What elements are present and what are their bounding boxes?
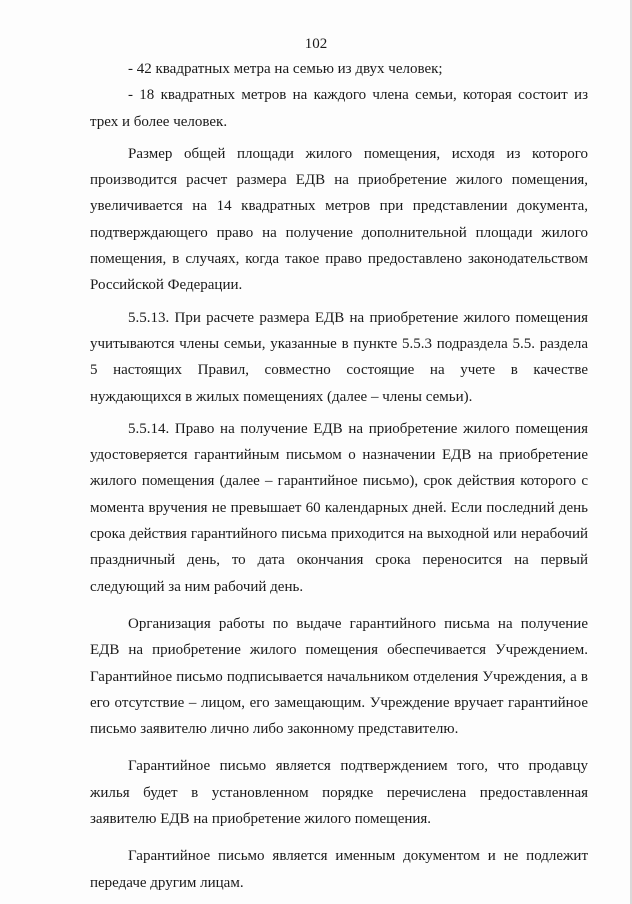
- paragraph-organization: Организация работы по выдаче гарантийного письма на получение ЕДВ на приобретение жилого помещения обеспечивается Учреждением. Гарантийное письмо подписывается начальником отделения Учреждения, а в его отсутствие – лицом, его замещающим. Учреждение вручает гарантийное письмо заявителю лично либо законному представителю.: [90, 615, 588, 738]
- paragraph-5-5-13: 5.5.13. При расчете размера ЕДВ на приобретение жилого помещения учитываются члены семьи, указанные в пункте 5.5.3 подраздела 5.5. раздела 5 настоящих Правил, совместно состоящие на учете в качестве нуждающихся в жилых помещениях (далее – члены семьи).: [90, 309, 588, 405]
- paragraph-area-increase: Размер общей площади жилого помещения, исходя из которого производится расчет размера ЕДВ на приобретение жилого помещения, увеличивается на 14 квадратных метров при представлении документа, подтверждающего право на получение дополнительной площади жилого помещения, в случаях, когда такое право предоставлено законодательством Российской Федерации.: [90, 145, 588, 294]
- paragraph-named-document: Гарантийное письмо является именным документом и не подлежит передаче другим лицам.: [90, 848, 588, 891]
- paragraph-list-item-2: - 18 квадратных метров на каждого члена семьи, которая состоит из трех и более человек.: [90, 87, 588, 130]
- paragraph-5-5-14: 5.5.14. Право на получение ЕДВ на приобретение жилого помещения удостоверяется гарантийным письмом о назначении ЕДВ на приобретение жилого помещения (далее – гарантийное письмо), срок действия которого с момента вручения не превышает 60 календарных дней. Если последний день срока действия гарантийного письма приходится на выходной или нерабочий праздничный день, то дата окончания срока переносится на первый следующий за ним рабочий день.: [90, 420, 588, 595]
- paragraph-confirmation: Гарантийное письмо является подтверждением того, что продавцу жилья будет в установленном порядке перечислена предоставленная заявителю ЕДВ на приобретение жилого помещения.: [90, 758, 588, 828]
- paragraph-list-item-1: - 42 квадратных метра на семью из двух человек;: [128, 61, 443, 77]
- page-number: 102: [304, 36, 328, 52]
- document-body: [90, 56, 588, 896]
